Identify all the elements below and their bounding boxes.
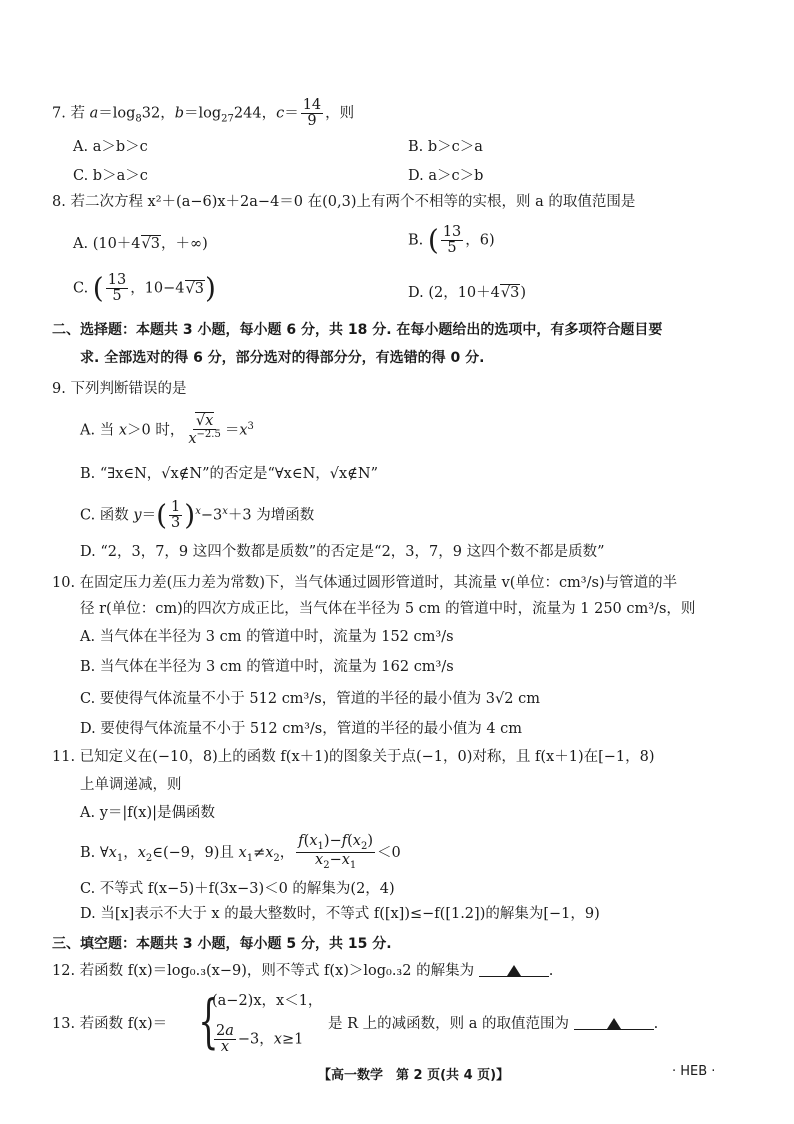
triangle-icon xyxy=(607,1018,621,1029)
triangle-icon xyxy=(507,965,521,976)
q9-option-a: A. 当 x＞0 时， $\frac{√x}{x^{-2.5}}$ $=x^3$ xyxy=(80,413,254,448)
q10-stem-line2: 径 r(单位：cm)的四次方成正比，当气体在半径为 5 cm 的管道中时，流量为 1 250 cm³/s，则 xyxy=(80,601,696,617)
q7-option-c: C. b＞a＞c xyxy=(73,168,148,184)
q8-stem: 8. 若二次方程 x²＋(a−6)x＋2a−4＝0 在(0,3)上有两个不相等的实根，则 a 的取值范围是 xyxy=(52,194,636,210)
q13-brace: { xyxy=(198,987,219,1055)
section-2-heading: 二、选择题：本题共 3 小题，每小题 6 分，共 18 分. 在每小题给出的选项中，有多项符合题目要 xyxy=(52,322,663,338)
q12-stem: 12. 若函数 f(x)＝log₀.₃(x−9)，则不等式 f(x)＞log₀.₃2 的解集为 . xyxy=(52,963,554,979)
q12-text: 12. 若函数 f(x)＝log₀.₃(x−9)，则不等式 f(x)＞log₀.₃2 的解集为 xyxy=(52,963,475,979)
q10-option-a: A. 当气体在半径为 3 cm 的管道中时，流量为 152 cm³/s xyxy=(80,629,454,645)
q13-answer-blank xyxy=(574,1015,654,1030)
q10-option-b: B. 当气体在半径为 3 cm 的管道中时，流量为 162 cm³/s xyxy=(80,659,454,675)
page-footer: 【高一数学 第 2 页(共 4 页)】 xyxy=(318,1068,510,1083)
q7-option-d: D. a＞c＞b xyxy=(408,168,484,184)
q7-option-a: A. a＞b＞c xyxy=(73,139,148,155)
section-3-heading: 三、填空题：本题共 3 小题，每小题 5 分，共 15 分. xyxy=(52,936,392,952)
q13-case-1: (a−2)x，x＜1， xyxy=(212,993,323,1009)
q8-option-b: B. ( $\frac{13}{5}$ ，6) xyxy=(408,223,495,257)
section-2-heading-cont: 求. 全部选对的得 6 分，部分选对的得部分分，有选错的得 0 分. xyxy=(80,350,485,366)
q11-option-b: B. $\forall x_1$，$x_2\in(-9$，9)且 $x_1\ne x_2$， $\frac{f(x_1)-f(x_2)}{x_2-x_1}$ ＜0 xyxy=(80,833,401,872)
q12-answer-blank xyxy=(479,962,549,977)
q13-tail-text: 是 R 上的减函数，则 a 的取值范围为 xyxy=(328,1016,569,1032)
q11-option-a: A. y＝|f(x)|是偶函数 xyxy=(80,805,216,821)
q9-option-c: C. 函数 y＝( $\frac{1}{3}$ )$^x-3^x+3$ 为增函数 xyxy=(80,498,315,532)
q8-option-a: A. (10＋4√3，＋∞) xyxy=(73,236,208,252)
q11-stem-line1: 11. 已知定义在(−10，8)上的函数 f(x＋1)的图象关于点(−1，0)对称，且 f(x＋1)在[−1，8) xyxy=(52,749,655,765)
q10-stem-line1: 10. 在固定压力差(压力差为常数)下，当气体通过圆形管道时，其流量 v(单位：cm³/s)与管道的半 xyxy=(52,575,678,591)
q11-stem-line2: 上单调递减，则 xyxy=(80,777,182,793)
q8-option-d: D. (2，10＋4√3) xyxy=(408,285,527,301)
q11-option-d: D. 当[x]表示不大于 x 的最大整数时，不等式 f([x])≤−f([1.2])的解集为[−1，9) xyxy=(80,906,600,922)
q9-stem: 9. 下列判断错误的是 xyxy=(52,381,187,397)
q9-option-d: D. “2，3，7，9 这四个数都是质数”的否定是“2，3，7，9 这四个数不都是质数” xyxy=(80,544,605,560)
q9-option-b: B. “∃x∈N，√x∉N”的否定是“∀x∈N，√x∉N” xyxy=(80,466,379,482)
q10-option-c: C. 要使得气体流量不小于 512 cm³/s，管道的半径的最小值为 3√2 cm xyxy=(80,691,540,707)
q10-option-d: D. 要使得气体流量不小于 512 cm³/s，管道的半径的最小值为 4 cm xyxy=(80,721,523,737)
q8-option-c: C. ( $\frac{13}{5}$ ，10−4√3) xyxy=(73,271,216,305)
q7-stem: 7. 若 $a=\log_832$，$b=\log_{27}244$，c＝ $\frac{14}{9}$ ，则 xyxy=(52,97,355,130)
q13-lead: 13. 若函数 f(x)＝ xyxy=(52,1016,168,1032)
q13-tail: 是 R 上的减函数，则 a 的取值范围为 . xyxy=(328,1016,659,1032)
q7-option-b: B. b＞c＞a xyxy=(408,139,483,155)
q11-option-c: C. 不等式 f(x−5)＋f(3x−3)＜0 的解集为(2，4) xyxy=(80,881,395,897)
q13-case-2: $\frac{2a}{x}$ −3，x≥1 xyxy=(216,1023,304,1056)
footer-code: · HEB · xyxy=(672,1064,716,1079)
